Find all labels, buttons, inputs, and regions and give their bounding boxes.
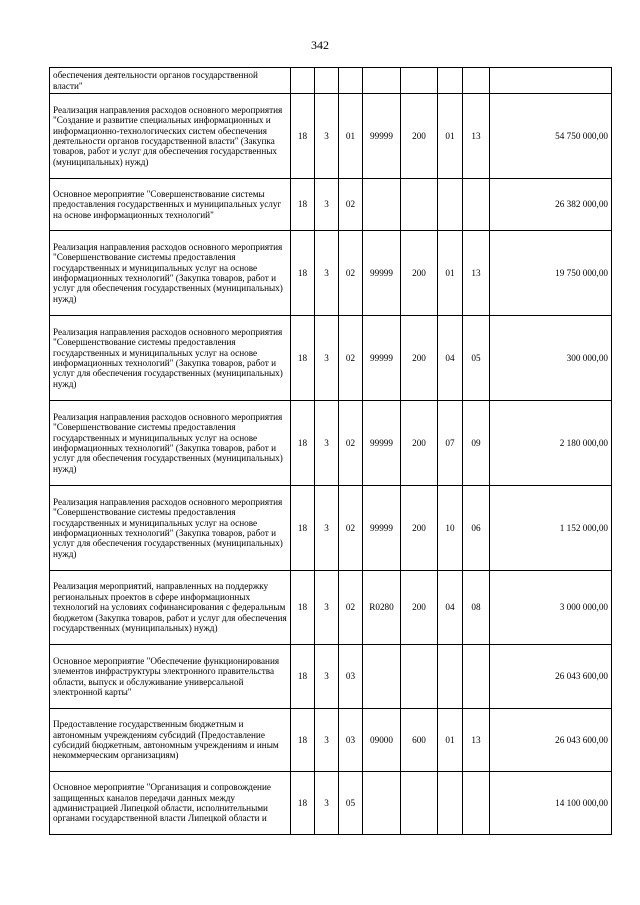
code-cell: 18	[291, 401, 315, 486]
table-row	[50, 68, 612, 94]
row-description: Реализация направления расходов основного мероприятия "Совершенствование системы предоставления государственных и муниципальных услуг на основе информационных технологий" (Закупка товаров, работ и услуг для обеспечения государственных (муниципальных) нужд)	[50, 401, 291, 486]
code-cell: 3	[315, 571, 339, 645]
budget-table	[49, 67, 612, 835]
code-cell: 3	[315, 231, 339, 316]
amount-cell: 26 382 000,00	[490, 179, 612, 231]
code-cell: 3	[315, 772, 339, 835]
code-cell	[291, 68, 315, 94]
code-cell: 07	[438, 401, 463, 486]
code-cell: 02	[339, 231, 363, 316]
code-cell: 01	[438, 231, 463, 316]
code-cell: 200	[401, 486, 438, 571]
code-cell	[401, 645, 438, 709]
code-cell: 18	[291, 571, 315, 645]
code-cell: 3	[315, 709, 339, 772]
code-cell: 18	[291, 179, 315, 231]
table-row	[50, 401, 612, 486]
code-cell	[463, 179, 490, 231]
code-cell: 03	[339, 709, 363, 772]
code-cell	[401, 179, 438, 231]
code-cell: 99999	[363, 231, 401, 316]
code-cell: 18	[291, 316, 315, 401]
code-cell: 13	[463, 94, 490, 179]
code-cell: 01	[438, 94, 463, 179]
amount-cell: 14 100 000,00	[490, 772, 612, 835]
code-cell: 18	[291, 231, 315, 316]
code-cell: 200	[401, 316, 438, 401]
code-cell: 200	[401, 231, 438, 316]
code-cell: 13	[463, 231, 490, 316]
amount-cell: 19 750 000,00	[490, 231, 612, 316]
code-cell: 18	[291, 94, 315, 179]
amount-cell: 26 043 600,00	[490, 709, 612, 772]
code-cell: 04	[438, 316, 463, 401]
row-description: Реализация направления расходов основного мероприятия "Совершенствование системы предоставления государственных и муниципальных услуг на основе информационных технологий" (Закупка товаров, работ и услуг для обеспечения государственных (муниципальных) нужд)	[50, 486, 291, 571]
code-cell: 08	[463, 571, 490, 645]
code-cell	[363, 645, 401, 709]
code-cell: 06	[463, 486, 490, 571]
code-cell: 01	[339, 94, 363, 179]
code-cell	[438, 68, 463, 94]
row-description: Основное мероприятие "Совершенствование системы предоставления государственных и муниципальных услуг на основе информационных технологий"	[50, 179, 291, 231]
code-cell: 18	[291, 645, 315, 709]
table-row	[50, 94, 612, 179]
amount-cell: 3 000 000,00	[490, 571, 612, 645]
table-row	[50, 709, 612, 772]
code-cell: 3	[315, 179, 339, 231]
code-cell: 99999	[363, 401, 401, 486]
code-cell: 18	[291, 772, 315, 835]
table-row	[50, 571, 612, 645]
code-cell: 200	[401, 94, 438, 179]
code-cell: 3	[315, 94, 339, 179]
code-cell	[438, 645, 463, 709]
code-cell: 200	[401, 571, 438, 645]
code-cell: 99999	[363, 94, 401, 179]
code-cell: 600	[401, 709, 438, 772]
amount-cell: 54 750 000,00	[490, 94, 612, 179]
code-cell: 01	[438, 709, 463, 772]
code-cell: R0280	[363, 571, 401, 645]
row-description: Реализация направления расходов основного мероприятия "Совершенствование системы предоставления государственных и муниципальных услуг на основе информационных технологий" (Закупка товаров, работ и услуг для обеспечения государственных (муниципальных) нужд)	[50, 316, 291, 401]
code-cell: 13	[463, 709, 490, 772]
code-cell: 09000	[363, 709, 401, 772]
code-cell: 09	[463, 401, 490, 486]
code-cell	[438, 179, 463, 231]
row-description: Реализация направления расходов основного мероприятия "Создание и развитие специальных информационных и информационно-технологических систем обеспечения деятельности органов государственной власти" (Закупка товаров, работ и услуг для обеспечения государственных (муниципальных) нужд)	[50, 94, 291, 179]
table-row	[50, 231, 612, 316]
code-cell	[401, 68, 438, 94]
code-cell: 3	[315, 486, 339, 571]
code-cell: 200	[401, 401, 438, 486]
code-cell: 02	[339, 179, 363, 231]
code-cell	[363, 772, 401, 835]
code-cell: 3	[315, 645, 339, 709]
page-number: 342	[311, 38, 329, 52]
code-cell: 05	[339, 772, 363, 835]
code-cell: 18	[291, 709, 315, 772]
code-cell	[463, 772, 490, 835]
code-cell: 02	[339, 316, 363, 401]
amount-cell: 2 180 000,00	[490, 401, 612, 486]
amount-cell	[490, 68, 612, 94]
code-cell	[363, 68, 401, 94]
code-cell: 02	[339, 486, 363, 571]
table-row	[50, 179, 612, 231]
table-row	[50, 486, 612, 571]
row-description: Основное мероприятие "Обеспечение функционирования элементов инфраструктуры электронного правительства области, выпуск и обслуживание универсальной электронной карты"	[50, 645, 291, 709]
row-description: обеспечения деятельности органов государственной власти"	[50, 68, 291, 94]
code-cell	[401, 772, 438, 835]
row-description: Предоставление государственным бюджетным и автономным учреждениям субсидий (Предоставление субсидий бюджетным, автономным учреждениям и иным некоммерческим организациям)	[50, 709, 291, 772]
table-row	[50, 645, 612, 709]
code-cell: 18	[291, 486, 315, 571]
code-cell	[463, 68, 490, 94]
code-cell: 99999	[363, 316, 401, 401]
code-cell: 3	[315, 316, 339, 401]
amount-cell: 300 000,00	[490, 316, 612, 401]
code-cell: 10	[438, 486, 463, 571]
code-cell: 99999	[363, 486, 401, 571]
code-cell: 04	[438, 571, 463, 645]
code-cell: 03	[339, 645, 363, 709]
code-cell	[315, 68, 339, 94]
row-description: Основное мероприятие "Организация и сопровождение защищенных каналов передачи данных между администрацией Липецкой области, исполнительными органами государственной власти Липецкой области и	[50, 772, 291, 835]
code-cell	[339, 68, 363, 94]
amount-cell: 1 152 000,00	[490, 486, 612, 571]
code-cell	[463, 645, 490, 709]
row-description: Реализация мероприятий, направленных на поддержку региональных проектов в сфере информационных технологий на условиях софинансирования с федеральным бюджетом (Закупка товаров, работ и услуг для обеспечения государственных (муниципальных) нужд)	[50, 571, 291, 645]
code-cell: 02	[339, 401, 363, 486]
code-cell: 3	[315, 401, 339, 486]
code-cell	[363, 179, 401, 231]
code-cell: 02	[339, 571, 363, 645]
table-row	[50, 316, 612, 401]
code-cell	[438, 772, 463, 835]
amount-cell: 26 043 600,00	[490, 645, 612, 709]
code-cell: 05	[463, 316, 490, 401]
table-row	[50, 772, 612, 835]
row-description: Реализация направления расходов основного мероприятия "Совершенствование системы предоставления государственных и муниципальных услуг на основе информационных технологий" (Закупка товаров, работ и услуг для обеспечения государственных (муниципальных) нужд)	[50, 231, 291, 316]
